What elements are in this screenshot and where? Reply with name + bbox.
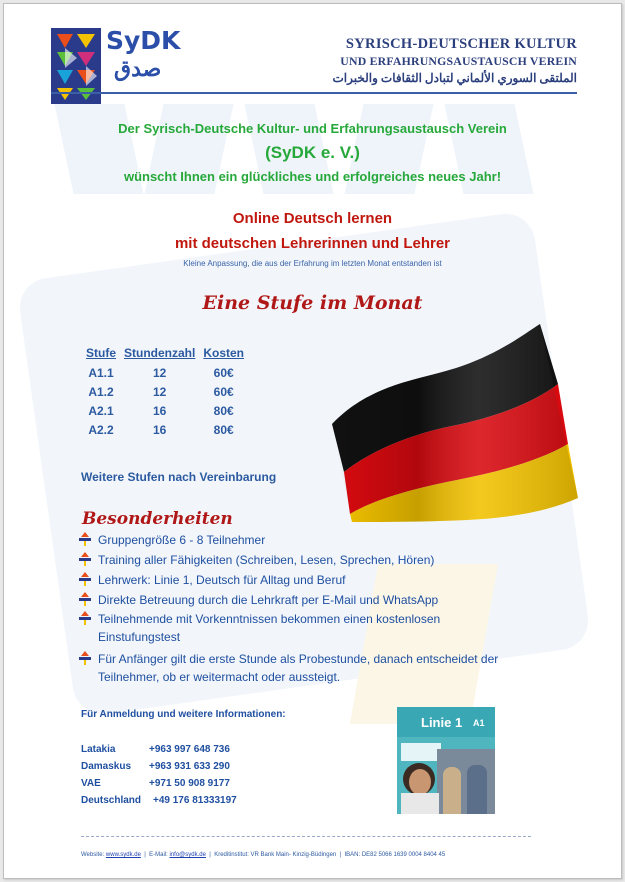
contact-row <box>81 778 230 789</box>
flyer-page <box>3 3 622 879</box>
german-flag-image <box>322 322 582 522</box>
contact-row <box>81 761 230 772</box>
bullet-icon <box>78 592 92 606</box>
cost-cell: 80€ <box>213 404 234 418</box>
bullet-icon <box>78 651 92 665</box>
feature-item <box>78 650 553 686</box>
textbook-cover-image <box>397 707 495 814</box>
table-row <box>82 383 248 402</box>
footer-iban: IBAN: DE82 5066 1639 0004 8404 45 <box>344 852 446 858</box>
bullet-icon <box>78 611 92 625</box>
column-header-cost: Kosten <box>203 346 245 360</box>
contact-place: VAE <box>81 778 101 789</box>
logo-text-latin: SyDK <box>106 26 181 55</box>
hours-cell: 16 <box>152 423 167 437</box>
cost-cell: 80€ <box>213 423 234 437</box>
header-divider <box>51 92 577 94</box>
level-cell: A2.2 <box>88 423 114 437</box>
level-cell: A1.1 <box>88 366 114 380</box>
feature-text: Teilnehmende mit Vorkenntnissen bekommen einen kostenlosen Einstufungstest <box>98 612 441 644</box>
contact-place: Deutschland <box>81 795 142 806</box>
level-cell: A1.2 <box>88 385 114 399</box>
feature-text: Gruppengröße 6 - 8 Teilnehmer <box>98 533 266 547</box>
greeting-line2: (SyDK e. V.) <box>265 143 360 162</box>
table-row <box>82 421 248 440</box>
offer-tagline: Eine Stufe im Monat <box>202 292 423 314</box>
hours-cell: 12 <box>152 385 167 399</box>
contact-row <box>81 744 230 755</box>
bullet-icon <box>78 552 92 566</box>
book-label-box <box>401 743 441 761</box>
more-levels-note: Weitere Stufen nach Vereinbarung <box>81 470 277 484</box>
table-row <box>82 402 248 421</box>
footer: Website: www.sydk.de | E-Mail: info@sydk.de | Kreditinstitut: VR Bank Main- Kinzig-Büdingen | IBAN: DE82 5066 1639 0004 8404 45 <box>81 852 446 858</box>
feature-item <box>78 591 548 609</box>
organization-name <box>333 36 578 86</box>
cost-cell: 60€ <box>213 366 234 380</box>
offer-note: Kleine Anpassung, die aus der Erfahrung im letzten Monat entstanden ist <box>183 259 442 268</box>
footer-divider <box>81 836 531 837</box>
contact-heading: Für Anmeldung und weitere Informationen: <box>81 709 286 720</box>
feature-item <box>78 571 548 589</box>
book-photo-face <box>409 769 431 795</box>
footer-bank: Kreditinstitut: VR Bank Main- Kinzig-Büdingen <box>214 852 337 858</box>
book-level: A1 <box>473 718 485 728</box>
contact-phone[interactable]: +963 997 648 736 <box>149 744 230 755</box>
contact-place: Latakia <box>81 744 116 755</box>
logo-text-arabic: صدق <box>114 56 162 81</box>
book-photo-person <box>467 765 487 814</box>
feature-item <box>78 531 548 549</box>
book-title: Linie 1 <box>421 715 463 730</box>
contact-phone[interactable]: +49 176 81333197 <box>153 795 237 806</box>
column-header-hours: Stundenzahl <box>124 346 196 360</box>
footer-email-link[interactable]: info@sydk.de <box>169 852 206 858</box>
level-cell: A2.1 <box>88 404 114 418</box>
book-photo-shirt <box>401 793 439 814</box>
cost-cell: 60€ <box>213 385 234 399</box>
table-row <box>82 364 248 383</box>
feature-text: Lehrwerk: Linie 1, Deutsch für Alltag und Beruf <box>98 573 346 587</box>
feature-text: Training aller Fähigkeiten (Schreiben, Lesen, Sprechen, Hören) <box>98 553 435 567</box>
contact-row <box>81 795 237 806</box>
contact-phone[interactable]: +963 931 633 290 <box>149 761 230 772</box>
feature-item <box>78 610 518 646</box>
contact-place: Damaskus <box>81 761 132 772</box>
offer-subtitle: mit deutschen Lehrerinnen und Lehrer <box>174 235 451 252</box>
price-table <box>82 346 248 440</box>
bullet-icon <box>78 532 92 546</box>
greeting-line3: wünscht Ihnen ein glückliches und erfolgreiches neues Jahr! <box>123 169 502 184</box>
feature-text: Direkte Betreuung durch die Lehrkraft per E-Mail und WhatsApp <box>98 593 439 607</box>
footer-email-label: E-Mail: <box>149 852 168 858</box>
org-name-line2: UND ERFAHRUNGSAUSTAUSCH VEREIN <box>340 54 577 68</box>
feature-item <box>78 551 548 569</box>
greeting-line1: Der Syrisch-Deutsche Kultur- und Erfahrungsaustausch Verein <box>118 121 507 136</box>
footer-website-link[interactable]: www.sydk.de <box>105 852 141 858</box>
feature-text: Für Anfänger gilt die erste Stunde als Probestunde, danach entscheidet der Teilnehmer, ob er weitermacht oder aussteigt. <box>98 652 499 684</box>
org-name-arabic: الملتقى السوري الألماني لتبادل الثقافات والخبرات <box>332 71 577 85</box>
footer-website-label: Website: <box>81 852 105 858</box>
bullet-icon <box>78 572 92 586</box>
org-name-line1: SYRISCH-DEUTSCHER KULTUR <box>345 36 577 52</box>
column-header-level: Stufe <box>86 346 116 360</box>
offer-title: Online Deutsch lernen <box>232 210 393 227</box>
book-photo-person <box>443 767 461 814</box>
features-title: Besonderheiten <box>82 509 233 529</box>
contact-phone[interactable]: +971 50 908 9177 <box>149 778 230 789</box>
hours-cell: 16 <box>152 404 167 418</box>
hours-cell: 12 <box>152 366 167 380</box>
